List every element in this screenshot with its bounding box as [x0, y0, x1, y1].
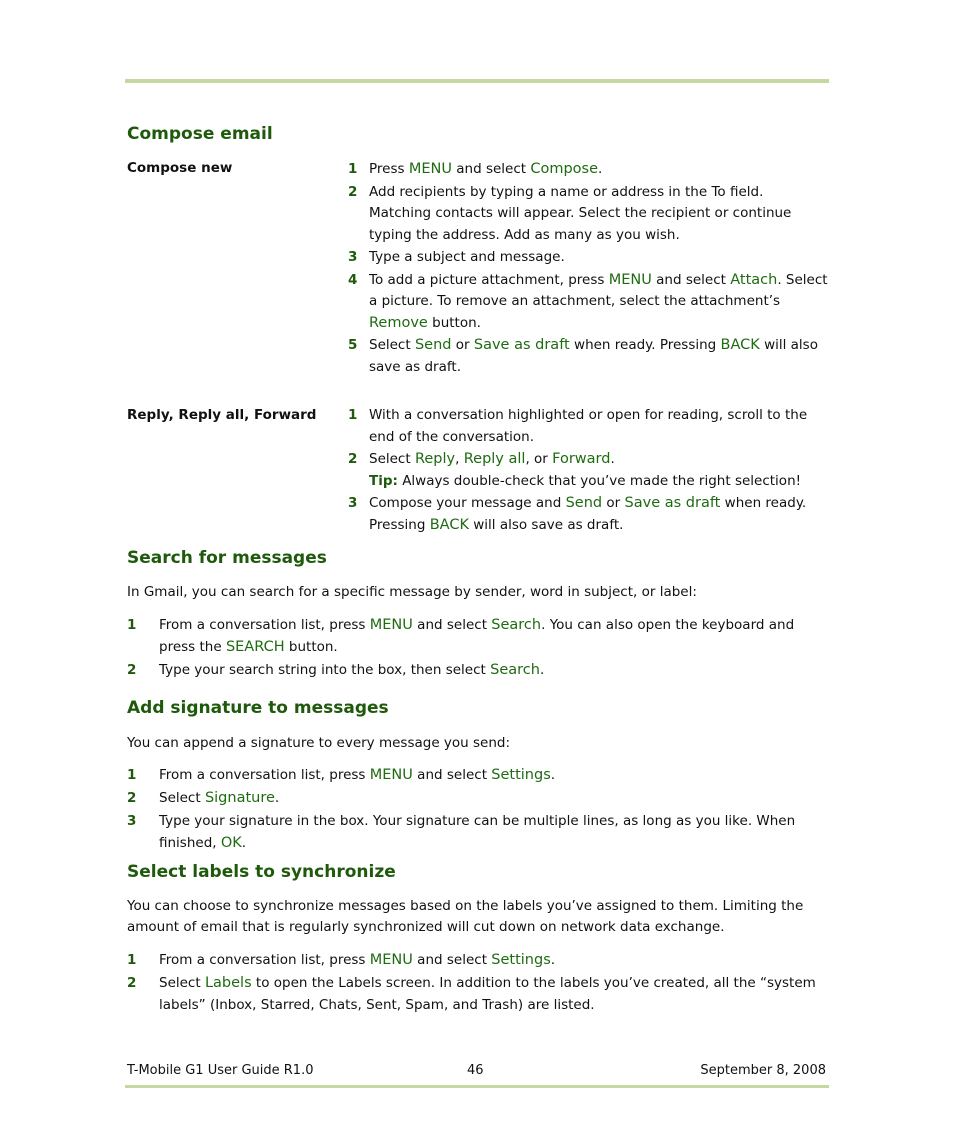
step-text: . [610, 451, 615, 467]
ui-keyword: SEARCH [225, 639, 285, 655]
ui-keyword: OK [220, 835, 242, 851]
step-text: or [602, 495, 625, 511]
list-item [348, 405, 828, 448]
step-text: Type your signature in the box. Your signature can be multiple lines, as long as you like. When finished, [159, 813, 796, 851]
step-text: Press [369, 161, 409, 177]
search-intro: In Gmail, you can search for a specific message by sender, word in subject, or label: [127, 584, 697, 600]
step-number: 2 [127, 662, 137, 678]
list-item [348, 335, 828, 378]
list-item [127, 764, 827, 786]
compose-new-steps [348, 159, 828, 379]
step-number: 4 [348, 271, 358, 288]
header-rule [125, 79, 829, 83]
step-text: . [550, 767, 556, 783]
reply-steps [348, 405, 828, 537]
footer-page-number: 46 [467, 1063, 484, 1078]
step-text: . [550, 952, 556, 968]
ui-keyword: Reply all [463, 451, 526, 467]
step-number: 2 [348, 451, 358, 467]
step-text: and select [651, 271, 731, 288]
step-text: Type a subject and message. [369, 249, 565, 265]
ui-keyword: Forward [552, 451, 611, 467]
step-number: 1 [127, 952, 137, 968]
label-compose-new: Compose new [127, 160, 233, 176]
heading-search-messages: Search for messages [127, 548, 327, 568]
step-text: or [451, 337, 474, 353]
heading-compose-email: Compose email [127, 124, 273, 144]
step-text: Select [159, 790, 205, 806]
ui-keyword: Send [565, 495, 603, 511]
ui-keyword: Compose [530, 161, 599, 177]
step-text: . [539, 662, 545, 678]
list-item [127, 810, 827, 854]
ui-keyword: BACK [720, 337, 760, 353]
ui-keyword: Settings [491, 952, 551, 968]
step-text: . Select a picture. To remove an attachment, select the attachment’s [369, 271, 828, 309]
step-number: 2 [127, 975, 137, 991]
tip-text: Always double-check that you’ve made the right selection! [397, 472, 802, 489]
step-text: will also save as draft. [468, 516, 624, 533]
step-number: 5 [348, 337, 358, 353]
ui-keyword: MENU [608, 271, 652, 288]
heading-select-labels: Select labels to synchronize [127, 862, 396, 882]
step-text: and select [412, 952, 492, 968]
list-item [127, 659, 827, 681]
list-item [127, 787, 827, 809]
step-text: button. [284, 639, 338, 655]
ui-keyword: MENU [369, 767, 413, 783]
label-reply-forward: Reply, Reply all, Forward [127, 407, 317, 423]
ui-keyword: MENU [408, 161, 452, 177]
footer-date: September 8, 2008 [700, 1063, 826, 1078]
step-text: . You can also open the keyboard and press the [159, 617, 795, 655]
heading-add-signature: Add signature to messages [127, 698, 389, 718]
step-text: From a conversation list, press [159, 767, 370, 783]
step-text: From a conversation list, press [159, 617, 370, 633]
ui-keyword: Search [491, 617, 542, 633]
list-item [127, 949, 827, 971]
step-text: will also save as draft. [369, 337, 818, 375]
footer-title: T-Mobile G1 User Guide R1.0 [127, 1063, 314, 1078]
ui-keyword: Attach [730, 271, 778, 288]
step-text: to open the Labels screen. In addition to the labels you’ve created, all the “system labels” (Inbox, Starred, Chats, Sent, Spam, and Trash) are listed. [159, 975, 816, 1013]
step-text: Compose your message and [369, 495, 566, 511]
ui-keyword: Reply [414, 451, 456, 467]
signature-steps [127, 764, 827, 855]
list-item [348, 493, 828, 536]
ui-keyword: Labels [204, 975, 252, 991]
step-number: 3 [348, 249, 358, 265]
step-text: Type your search string into the box, then select [159, 662, 491, 678]
list-item [348, 247, 828, 269]
list-item [348, 182, 828, 247]
ui-keyword: Save as draft [473, 337, 570, 353]
step-text: Add recipients by typing a name or address in the To field. Matching contacts will appear. Select the recipient or continue typing the address. Add as many as you wish. [369, 183, 792, 243]
ui-keyword: Signature [204, 790, 275, 806]
signature-intro: You can append a signature to every message you send: [127, 735, 511, 751]
labels-steps [127, 949, 827, 1017]
ui-keyword: MENU [369, 952, 413, 968]
step-text: button. [427, 314, 481, 331]
tip-label: Tip: [369, 472, 398, 489]
ui-keyword: Remove [369, 314, 428, 331]
step-number: 1 [127, 617, 137, 633]
ui-keyword: Settings [491, 767, 551, 783]
ui-keyword: MENU [369, 617, 413, 633]
step-number: 3 [348, 495, 358, 511]
step-number: 1 [127, 767, 137, 783]
step-text: . [274, 790, 280, 806]
step-text: , [455, 451, 464, 467]
footer-rule [125, 1085, 829, 1088]
step-number: 2 [348, 183, 358, 200]
step-text: and select [412, 617, 492, 633]
step-text: Select [369, 337, 415, 353]
list-item [348, 449, 828, 492]
step-number: 2 [127, 790, 137, 806]
step-text: Select [369, 451, 415, 467]
list-item [348, 159, 828, 181]
ui-keyword: Save as draft [624, 495, 721, 511]
list-item [348, 270, 828, 335]
step-text: , or [525, 451, 553, 467]
step-text: From a conversation list, press [159, 952, 370, 968]
step-text: and select [451, 161, 531, 177]
step-text: Select [159, 975, 205, 991]
labels-intro: You can choose to synchronize messages based on the labels you’ve assigned to them. Limiting the amount of email that is regularly synchronized will cut down on network data exchange. [127, 898, 804, 935]
step-text: . [598, 161, 603, 177]
list-item [127, 972, 827, 1016]
ui-keyword: BACK [429, 516, 469, 533]
ui-keyword: Send [414, 337, 452, 353]
step-number: 3 [127, 813, 137, 829]
ui-keyword: Search [490, 662, 540, 678]
step-text: . [241, 835, 247, 851]
step-number: 1 [348, 407, 358, 423]
list-item [127, 614, 827, 658]
search-steps [127, 614, 827, 682]
step-text: when ready. Pressing [369, 495, 807, 533]
step-text: To add a picture attachment, press [369, 271, 609, 288]
step-text: when ready. Pressing [569, 337, 721, 353]
step-number: 1 [348, 161, 358, 177]
step-text: and select [412, 767, 492, 783]
step-text: With a conversation highlighted or open for reading, scroll to the end of the conversation. [369, 407, 808, 445]
